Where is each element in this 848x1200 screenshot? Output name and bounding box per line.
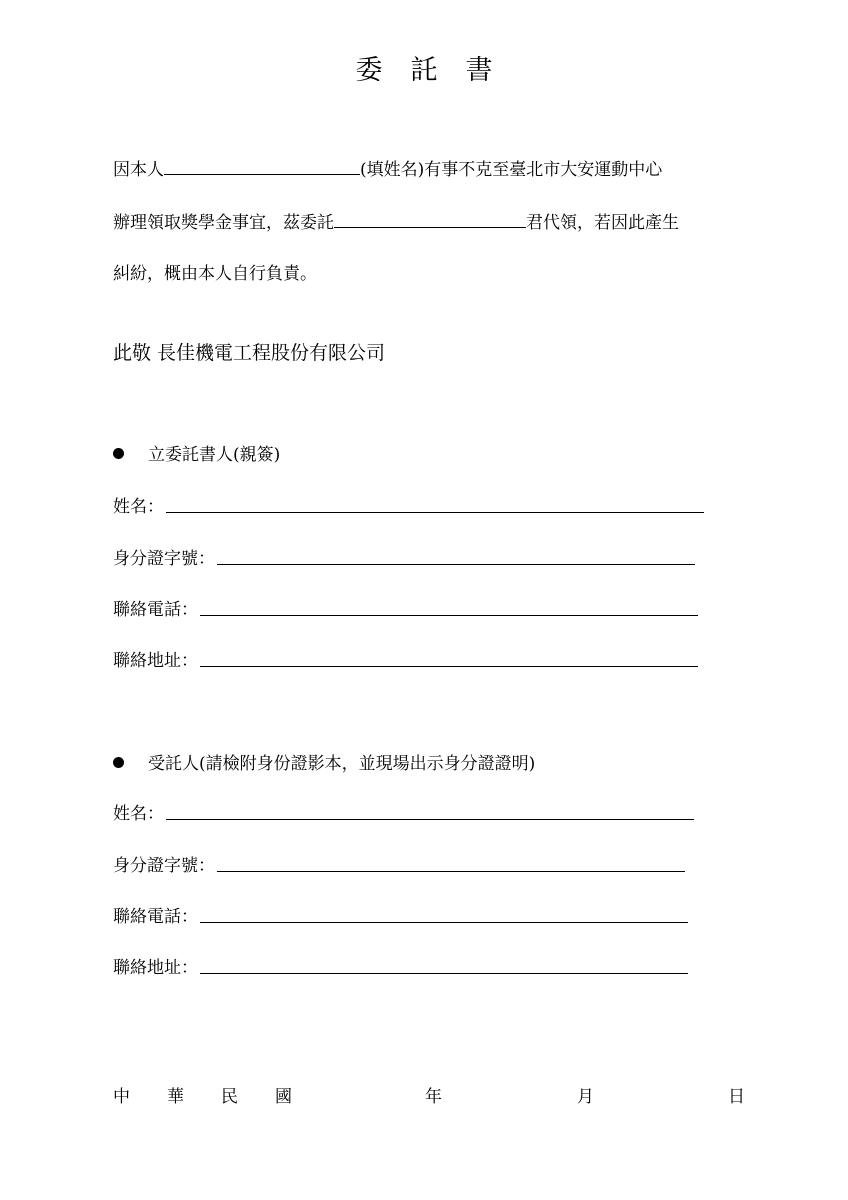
field-label: 姓名： (113, 804, 164, 824)
body-line-3: 糾紛，概由本人自行負責。 (113, 264, 317, 284)
agent-id-field (113, 851, 685, 876)
salutation: 此敬 長佳機電工程股份有限公司 (113, 342, 386, 364)
agent-phone-line[interactable] (200, 921, 688, 923)
principal-phone-field (113, 595, 698, 620)
field-label: 聯絡電話： (113, 907, 198, 927)
date-month-label: 月 (577, 1087, 594, 1107)
field-label: 聯絡地址： (113, 958, 198, 978)
principal-heading-text: 立委託書人(親簽) (148, 445, 281, 465)
body-line-1 (113, 156, 662, 182)
date-char-zhong: 中 (113, 1087, 130, 1107)
agent-name-field (113, 799, 694, 824)
agent-section-heading (113, 749, 535, 774)
principal-name-line[interactable] (166, 511, 704, 513)
principal-name-blank[interactable] (164, 156, 360, 175)
agent-id-line[interactable] (217, 870, 685, 872)
principal-phone-line[interactable] (200, 614, 698, 616)
agent-heading-text: 受託人(請檢附身份證影本，並現場出示身分證證明) (148, 754, 536, 774)
principal-address-line[interactable] (200, 665, 698, 667)
principal-name-field (113, 492, 704, 517)
field-label: 身分證字號： (113, 549, 215, 569)
body-line-2-post: 君代領，若因此產生 (526, 213, 679, 233)
date-char-min: 民 (221, 1087, 238, 1107)
body-line-2-pre: 辦理領取獎學金事宜，茲委託 (113, 213, 334, 233)
agent-phone-field (113, 902, 688, 927)
agent-name-blank[interactable] (334, 209, 526, 228)
field-label: 身分證字號： (113, 856, 215, 876)
date-year-label: 年 (425, 1087, 442, 1107)
principal-section-heading (113, 440, 280, 465)
body-line-1-post: (填姓名)有事不克至臺北市大安運動中心 (360, 160, 663, 180)
principal-id-line[interactable] (217, 563, 695, 565)
agent-name-line[interactable] (166, 818, 694, 820)
date-char-hua: 華 (167, 1087, 184, 1107)
bullet-icon (113, 448, 124, 459)
title-char: 委 (355, 55, 383, 86)
date-day-label: 日 (728, 1087, 745, 1107)
title-char: 書 (465, 55, 493, 86)
principal-address-field (113, 646, 698, 671)
field-label: 姓名： (113, 497, 164, 517)
field-label: 聯絡電話： (113, 600, 198, 620)
date-char-guo: 國 (275, 1087, 292, 1107)
body-line-1-pre: 因本人 (113, 160, 164, 180)
bullet-icon (113, 757, 124, 768)
body-line-2 (113, 209, 679, 235)
principal-id-field (113, 544, 695, 569)
document-title (0, 48, 848, 87)
agent-address-field (113, 953, 688, 978)
title-char: 託 (410, 55, 438, 86)
field-label: 聯絡地址： (113, 651, 198, 671)
agent-address-line[interactable] (200, 972, 688, 974)
